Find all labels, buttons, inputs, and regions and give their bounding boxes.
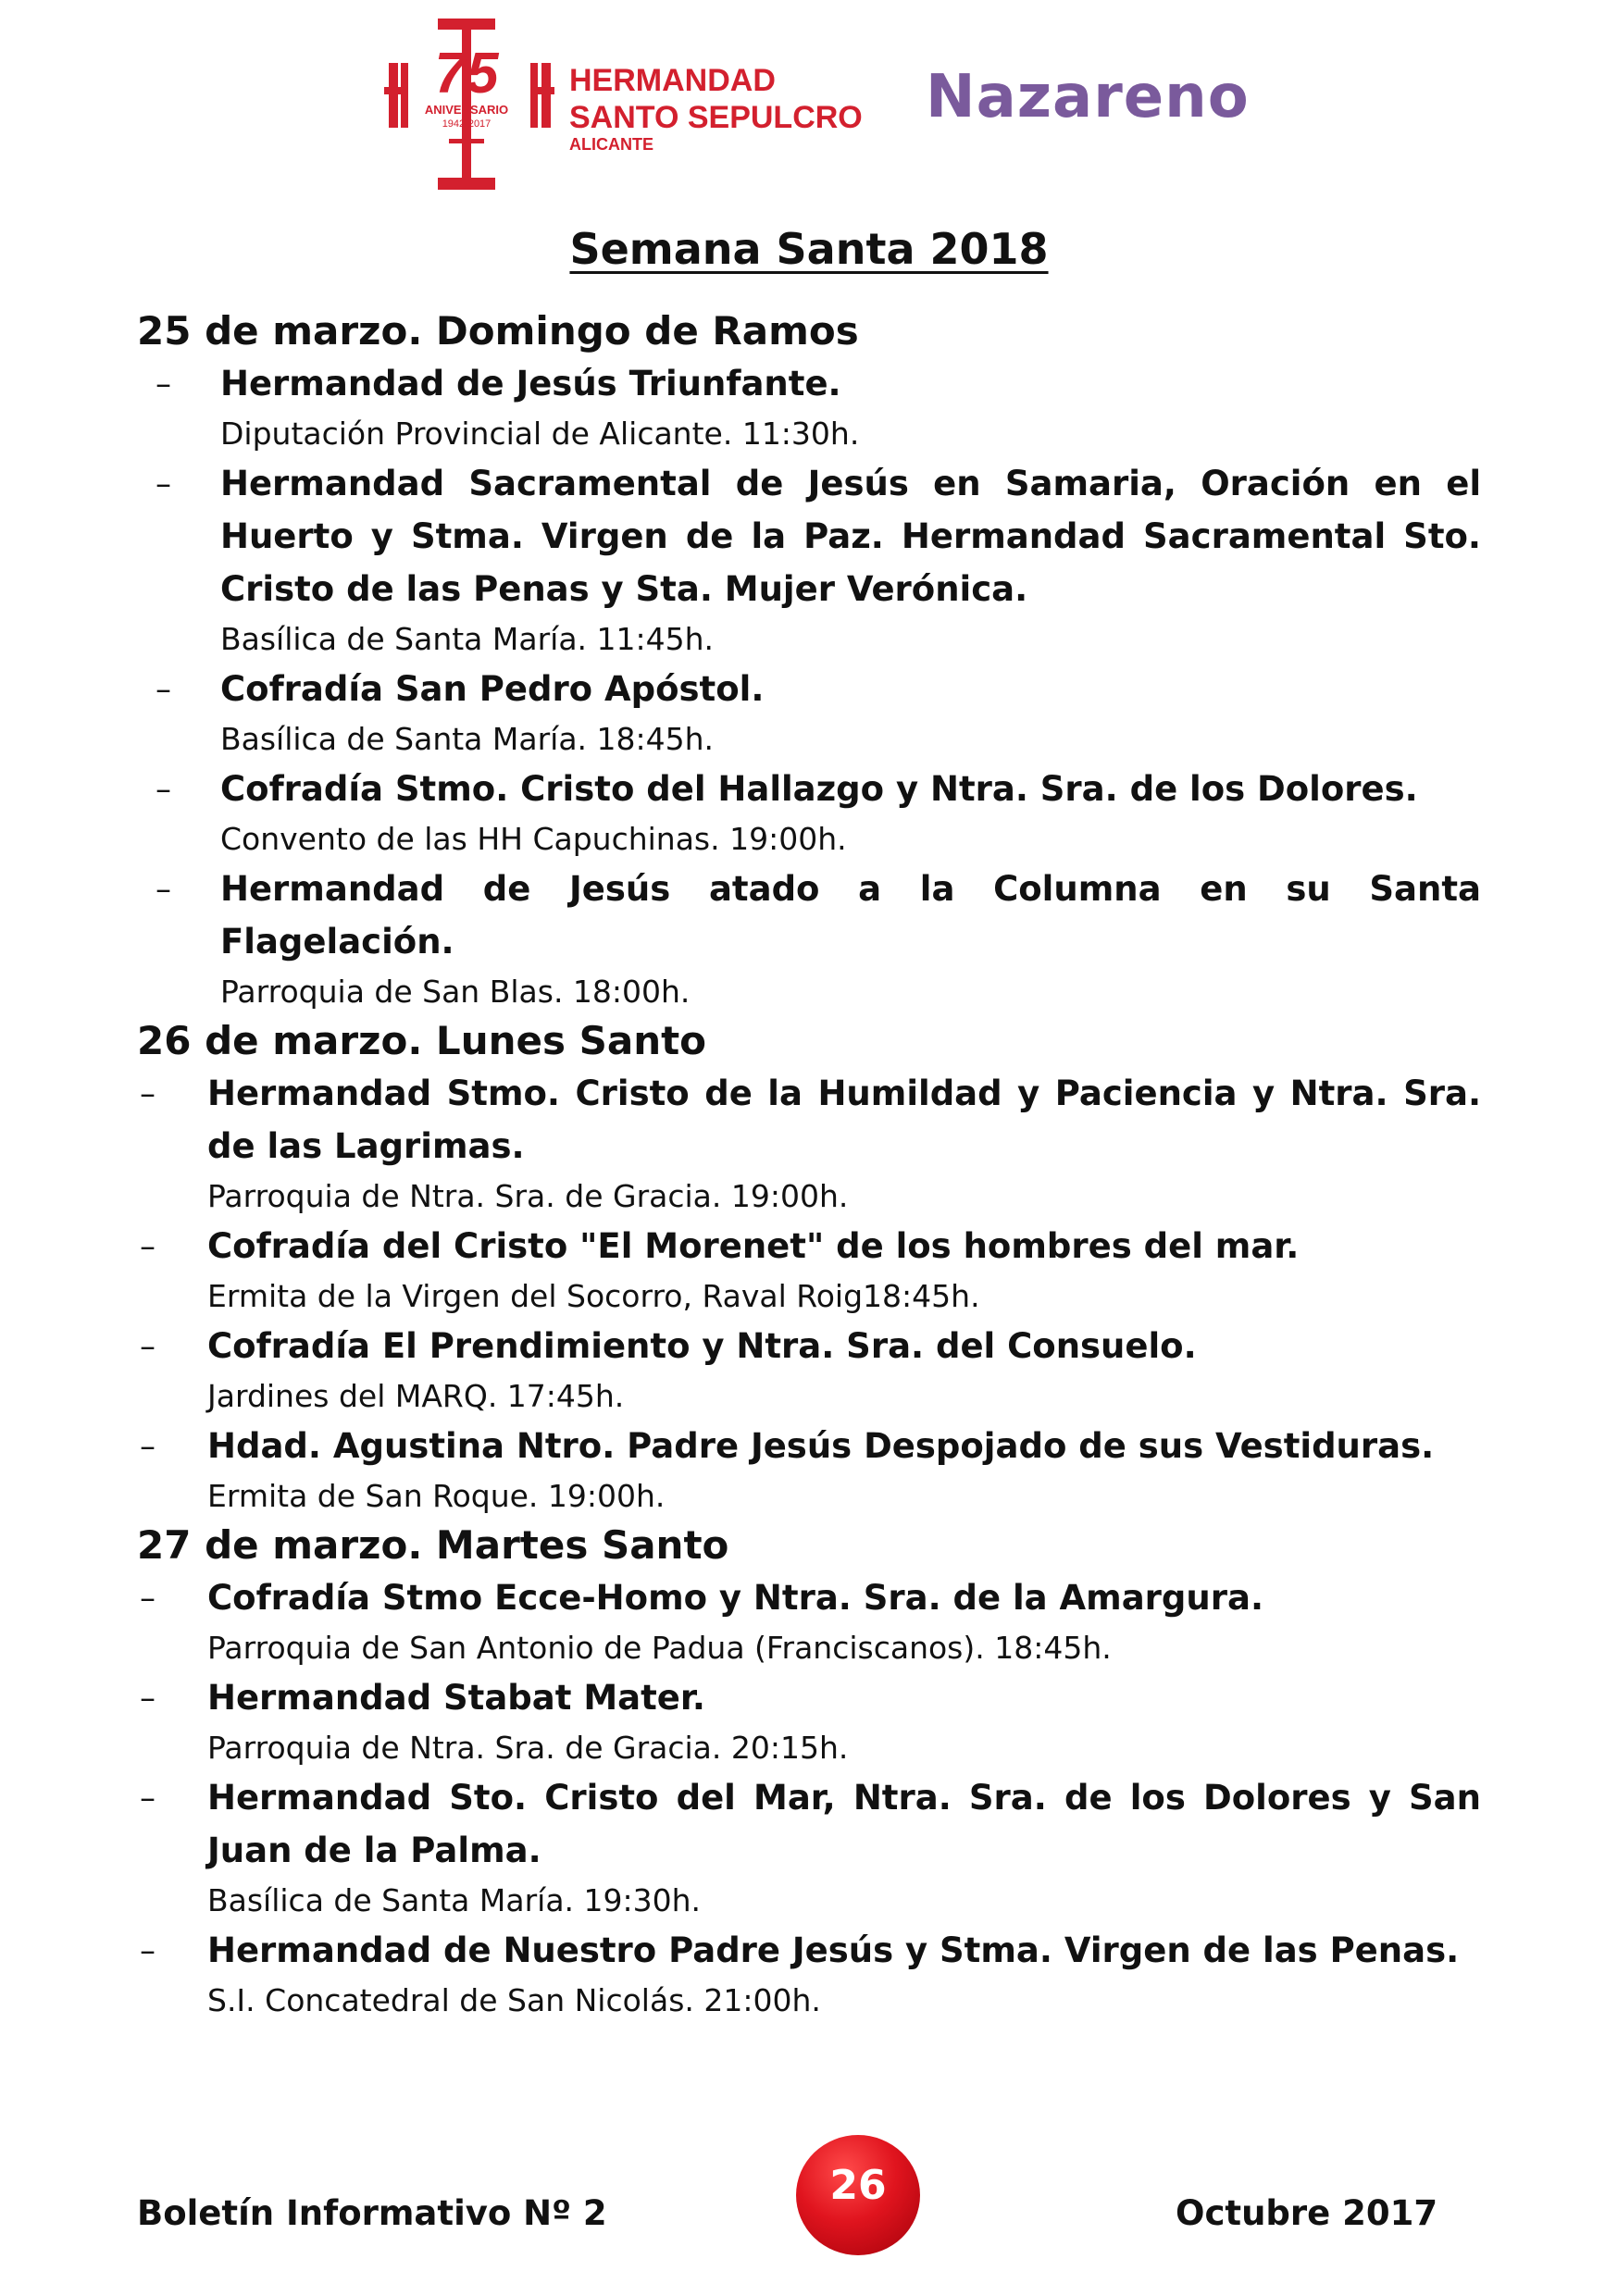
hermandad-santo-sepulcro-logo (384, 19, 863, 190)
list-item (137, 763, 1481, 863)
entry-place: Ermita de San Roque. 19:00h. (207, 1478, 666, 1514)
list-item (137, 457, 1481, 663)
bullet-dash: – (140, 1932, 156, 1969)
logo-years: 1942-2017 (442, 118, 492, 130)
entry-name: Hdad. Agustina Ntro. Padre Jesús Despojado de sus Vestiduras. (207, 1426, 1435, 1466)
bullet-dash: – (140, 1328, 156, 1365)
list-item (137, 1671, 1481, 1771)
entry-place: Parroquia de Ntra. Sra. de Gracia. 20:15h. (207, 1730, 849, 1766)
bullet-dash: – (140, 1228, 156, 1265)
entry-name: Cofradía del Cristo "El Morenet" de los hombres del mar. (207, 1226, 1300, 1266)
entry-place: Parroquia de Ntra. Sra. de Gracia. 19:00h. (207, 1178, 849, 1214)
page-number-badge: 26 (796, 2135, 920, 2255)
bullet-dash: – (140, 1075, 156, 1112)
bullet-dash: – (156, 465, 171, 503)
page-title-text: Semana Santa 2018 (569, 224, 1049, 274)
entry-name: Cofradía Stmo. Cristo del Hallazgo y Ntra. Sra. de los Dolores. (220, 769, 1418, 809)
entry-place: Ermita de la Virgen del Socorro, Raval Roig18:45h. (207, 1278, 980, 1314)
page-header (384, 19, 1310, 190)
bullet-dash: – (140, 1680, 156, 1717)
entry-place: Convento de las HH Capuchinas. 19:00h. (220, 821, 847, 857)
bullet-dash: – (156, 671, 171, 708)
list-item (137, 1067, 1481, 1220)
day-section (137, 305, 1481, 1015)
list-item (137, 1771, 1481, 1924)
entry-place: Basílica de Santa María. 19:30h. (207, 1882, 702, 1918)
entry-place: Diputación Provincial de Alicante. 11:30h. (220, 416, 860, 452)
logo-number: 75 (434, 42, 499, 105)
day-title: 25 de marzo. Domingo de Ramos (137, 308, 859, 354)
list-item (137, 1320, 1481, 1420)
footer-bulletin: Boletín Informativo Nº 2 (137, 2193, 607, 2233)
list-item (137, 863, 1481, 1015)
logo-anniversary: ANIVERSARIO (424, 103, 509, 117)
entry-name: Hermandad Sto. Cristo del Mar, Ntra. Sra. de los Dolores y San Juan de la Palma. (207, 1778, 1481, 1870)
day-section (137, 1015, 1481, 1520)
logo-line-3: ALICANTE (569, 135, 653, 154)
bullet-dash: – (156, 871, 171, 908)
logo-line-1: HERMANDAD (569, 63, 776, 98)
list-item (137, 1220, 1481, 1320)
entry-place: Basílica de Santa María. 18:45h. (220, 721, 715, 757)
list-item (137, 1924, 1481, 2024)
list-item (137, 357, 1481, 457)
logo-line-2: SANTO SEPULCRO (569, 100, 863, 135)
entry-place: Jardines del MARQ. 17:45h. (207, 1378, 625, 1414)
list-item (137, 1571, 1481, 1671)
page-title (0, 224, 1618, 274)
day-title: 27 de marzo. Martes Santo (137, 1522, 729, 1568)
entry-name: Hermandad Sacramental de Jesús en Samaria, Oración en el Huerto y Stma. Virgen de la Paz. Hermandad Sacramental Sto. Cristo de las Penas y Sta. Mujer Verónica. (220, 464, 1481, 609)
entry-place: S.I. Concatedral de San Nicolás. 21:00h. (207, 1982, 821, 2018)
bullet-dash: – (140, 1780, 156, 1817)
list-item (137, 1420, 1481, 1520)
entry-place: Parroquia de San Blas. 18:00h. (220, 974, 691, 1010)
bullet-dash: – (156, 366, 171, 403)
bullet-dash: – (140, 1428, 156, 1465)
entry-name: Hermandad Stmo. Cristo de la Humildad y Paciencia y Ntra. Sra. de las Lagrimas. (207, 1074, 1481, 1166)
schedule (137, 305, 1481, 2024)
publication-title: Nazareno (926, 63, 1250, 131)
entry-name: Cofradía Stmo Ecce-Homo y Ntra. Sra. de la Amargura. (207, 1578, 1264, 1618)
entry-place: Parroquia de San Antonio de Padua (Franciscanos). 18:45h. (207, 1630, 1112, 1666)
bullet-dash: – (156, 771, 171, 808)
entry-name: Hermandad de Nuestro Padre Jesús y Stma. Virgen de las Penas. (207, 1930, 1460, 1970)
entry-name: Hermandad de Jesús Triunfante. (220, 364, 841, 403)
entry-name: Cofradía El Prendimiento y Ntra. Sra. del Consuelo. (207, 1326, 1197, 1366)
entry-name: Cofradía San Pedro Apóstol. (220, 669, 765, 709)
bullet-dash: – (140, 1580, 156, 1617)
footer-date: Octubre 2017 (1176, 2193, 1438, 2233)
entry-place: Basílica de Santa María. 11:45h. (220, 621, 715, 657)
entry-name: Hermandad Stabat Mater. (207, 1678, 705, 1718)
day-title: 26 de marzo. Lunes Santo (137, 1018, 707, 1063)
list-item (137, 663, 1481, 763)
entry-name: Hermandad de Jesús atado a la Columna en su Santa Flagelación. (220, 869, 1481, 962)
day-section (137, 1520, 1481, 2024)
